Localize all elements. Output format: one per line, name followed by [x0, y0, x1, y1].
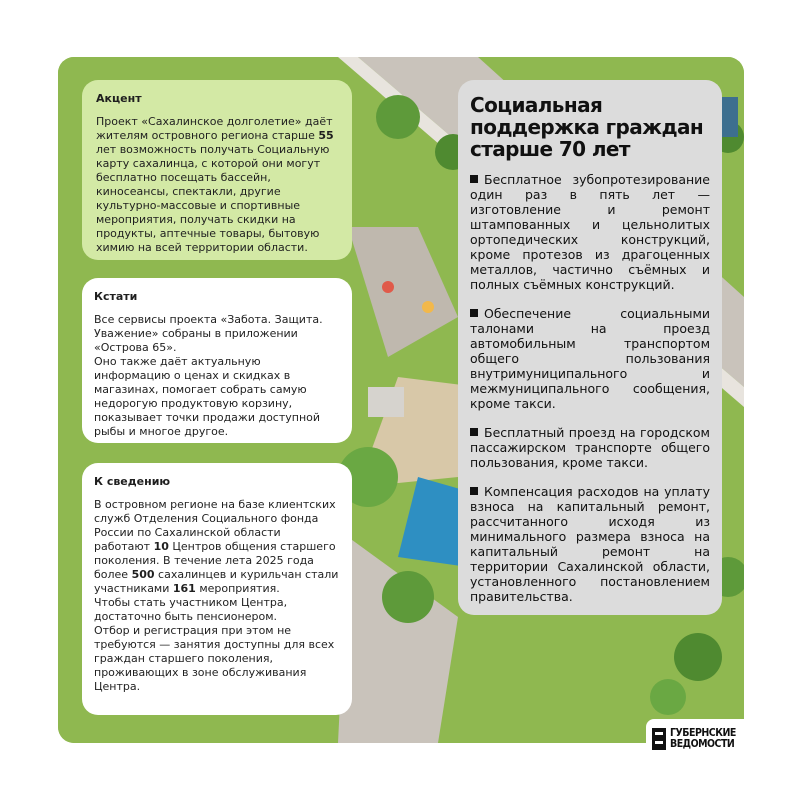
bullet-square-icon: [470, 175, 478, 183]
gubernskie-vedomosti-logo: [646, 719, 760, 759]
accent-title: Акцент: [96, 92, 142, 105]
info-card: [82, 463, 352, 715]
info-number-participants: 500: [131, 568, 155, 581]
info-number-events: 161: [172, 582, 196, 595]
bullet-square-icon: [470, 428, 478, 436]
kstati-text-1: Все сервисы проекта «Забота. Защита. Уважение» собраны в приложении «Острова 65».: [94, 313, 323, 354]
accent-text: Проект «Сахалинское долголетие» даёт жителям островного региона старше 55 лет возможность получать Социальную карту сахалинца, с которой они могут бесплатно посещать бассейн, киносеансы, спектакли, другие культурно-массовые и спортивные мероприятия, получать скидки на продукты, аптечные товары, бытовую химию на всей территории области.: [96, 115, 334, 254]
bullet-square-icon: [470, 487, 478, 495]
accent-card: [82, 80, 352, 260]
kstati-text-2: Оно также даёт актуальную информацию о ценах и скидках в магазинах, помогает собрать самую недорогую продуктовую корзину, показывает точки продажи доступной рыбы и многое другое.: [94, 355, 321, 438]
info-text-2: Чтобы стать участником Центра, достаточно быть пенсионером.: [94, 596, 288, 623]
social-support-card: [458, 80, 722, 615]
info-title: К сведению: [94, 475, 171, 488]
social-item-repair-compensation: Компенсация расходов на уплату взноса на капитальный ремонт, рассчитанного исходя из минимального размера взноса на капитальный ремонт на территории Сахалинской области, установленного постановлением правительства.: [470, 484, 710, 604]
info-number-centers: 10: [153, 540, 169, 553]
social-support-title: Социальная поддержка граждан старше 70 лет: [470, 93, 704, 161]
newspaper-logo-icon: [652, 728, 666, 750]
social-item-free-transit: Бесплатный проезд на городском пассажирском транспорте общего пользования, кроме такси.: [470, 425, 710, 470]
accent-number: 55: [318, 129, 334, 142]
bench: [368, 387, 404, 417]
kstati-card: [82, 278, 352, 443]
social-item-transport-tickets: Обеспечение социальными талонами на проезд автомобильным транспортом общего пользования внутримуниципального и межмуниципального сообщения, кроме такси.: [470, 306, 710, 411]
bullet-square-icon: [470, 309, 478, 317]
logo-line-1: ГУБЕРНСКИЕ: [670, 727, 736, 739]
kstati-title: Кстати: [94, 290, 138, 303]
logo-line-2: ВЕДОМОСТИ: [670, 738, 735, 750]
tree: [376, 95, 420, 139]
info-text-1: В островном регионе на базе клиентских служб Отделения Социального фонда России по Сахалинской области работают 10 Центров общения старшего поколения. В течение лета 2025 года более 500 сахалинцев и курильчан стали участниками 161 мероприятия.: [94, 498, 339, 595]
social-item-dental: Бесплатное зубопротезирование один раз в пять лет — изготовление и ремонт штампованных и цельнолитых ортопедических конструкций, кроме протезов из драгоценных металлов, частично съёмных и полных съёмных конструкций.: [470, 172, 710, 292]
info-text-3: Отбор и регистрация при этом не требуются — занятия доступны для всех граждан старшего поколения, проживающих в зоне обслуживания Центра.: [94, 624, 335, 693]
